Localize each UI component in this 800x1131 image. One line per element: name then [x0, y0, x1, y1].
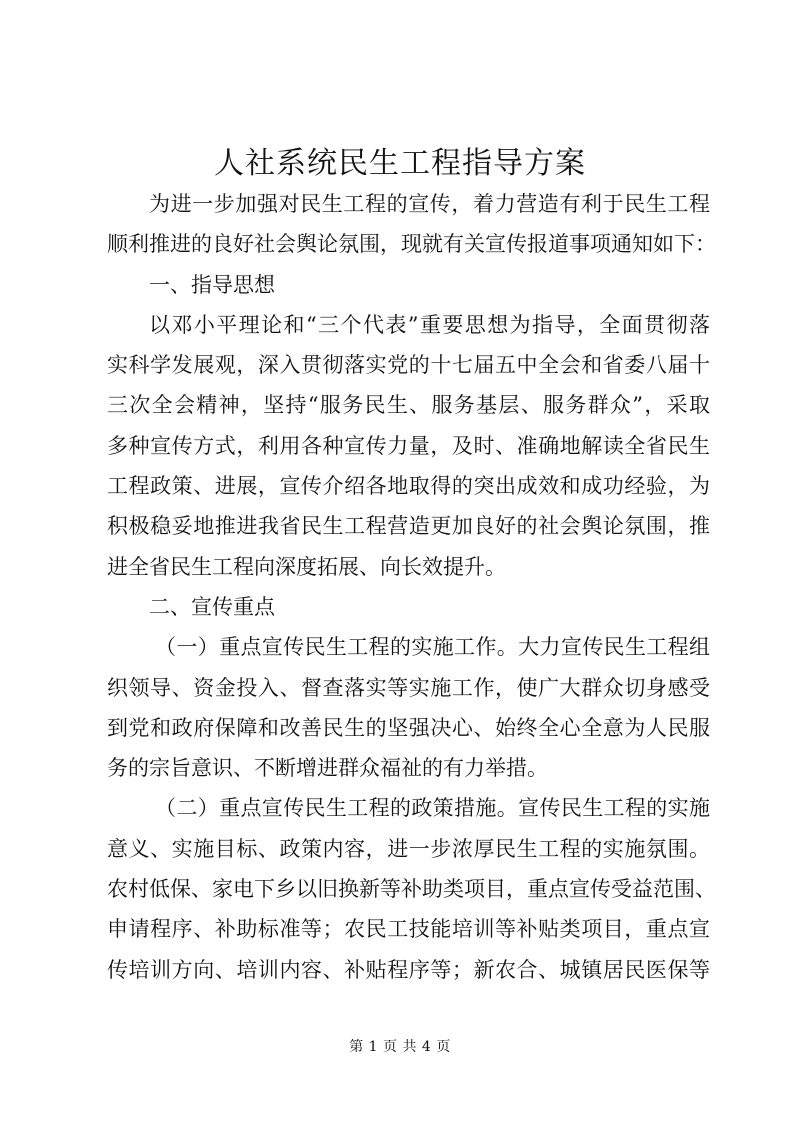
- paragraph-line: 农村低保、家电下乡以旧换新等补助类项目，重点宣传受益范围、: [107, 877, 716, 902]
- paragraph-line: 积极稳妥地推进我省民生工程营造更加良好的社会舆论氛围，推: [107, 514, 710, 539]
- paragraph-line: 以邓小平理论和“三个代表”重要思想为指导，全面贯彻落: [149, 312, 710, 337]
- paragraph-line: 为进一步加强对民生工程的宣传，着力营造有利于民生工程: [149, 192, 710, 216]
- paragraph-line: 进全省民生工程向深度拓展、向长效提升。: [107, 554, 506, 579]
- paragraph-line: 实科学发展观，深入贯彻落实党的十七届五中全会和省委八届十: [107, 353, 710, 378]
- paragraph-line: 三次全会精神，坚持“服务民生、服务基层、服务群众”，采取: [107, 393, 710, 418]
- document-title: 人社系统民生工程指导方案: [214, 146, 586, 181]
- paragraph-line: 传培训方向、培训内容、补贴程序等；新农合、城镇居民医保等: [107, 957, 710, 982]
- paragraph-line: （一）重点宣传民生工程的实施工作。大力宣传民生工程组: [155, 635, 710, 660]
- paragraph-line: 多种宣传方式，利用各种宣传力量，及时、准确地解读全省民生: [107, 433, 710, 458]
- section-heading: 一、指导思想: [149, 272, 275, 297]
- paragraph-line: 务的宗旨意识、不断增进群众福祉的有力举措。: [107, 756, 548, 781]
- paragraph-line: 工程政策、进展，宣传介绍各地取得的突出成效和成功经验，为: [107, 474, 710, 499]
- page-number-footer: 第 1 页 共 4 页: [349, 1039, 451, 1055]
- paragraph-line: 织领导、资金投入、督查落实等实施工作，使广大群众切身感受: [107, 675, 710, 700]
- document-body: [107, 184, 716, 990]
- paragraph-line: （二）重点宣传民生工程的政策措施。宣传民生工程的实施: [155, 796, 710, 821]
- paragraph-line: 顺利推进的良好社会舆论氛围，现就有关宣传报道事项通知如下：: [107, 232, 716, 257]
- section-heading: 二、宣传重点: [149, 594, 275, 619]
- paragraph-line: 申请程序、补助标准等；农民工技能培训等补贴类项目，重点宣: [107, 917, 710, 942]
- paragraph-line: 到党和政府保障和改善民生的坚强决心、始终全心全意为人民服: [107, 715, 710, 740]
- paragraph-line: 意义、实施目标、政策内容，进一步浓厚民生工程的实施氛围。: [107, 836, 710, 861]
